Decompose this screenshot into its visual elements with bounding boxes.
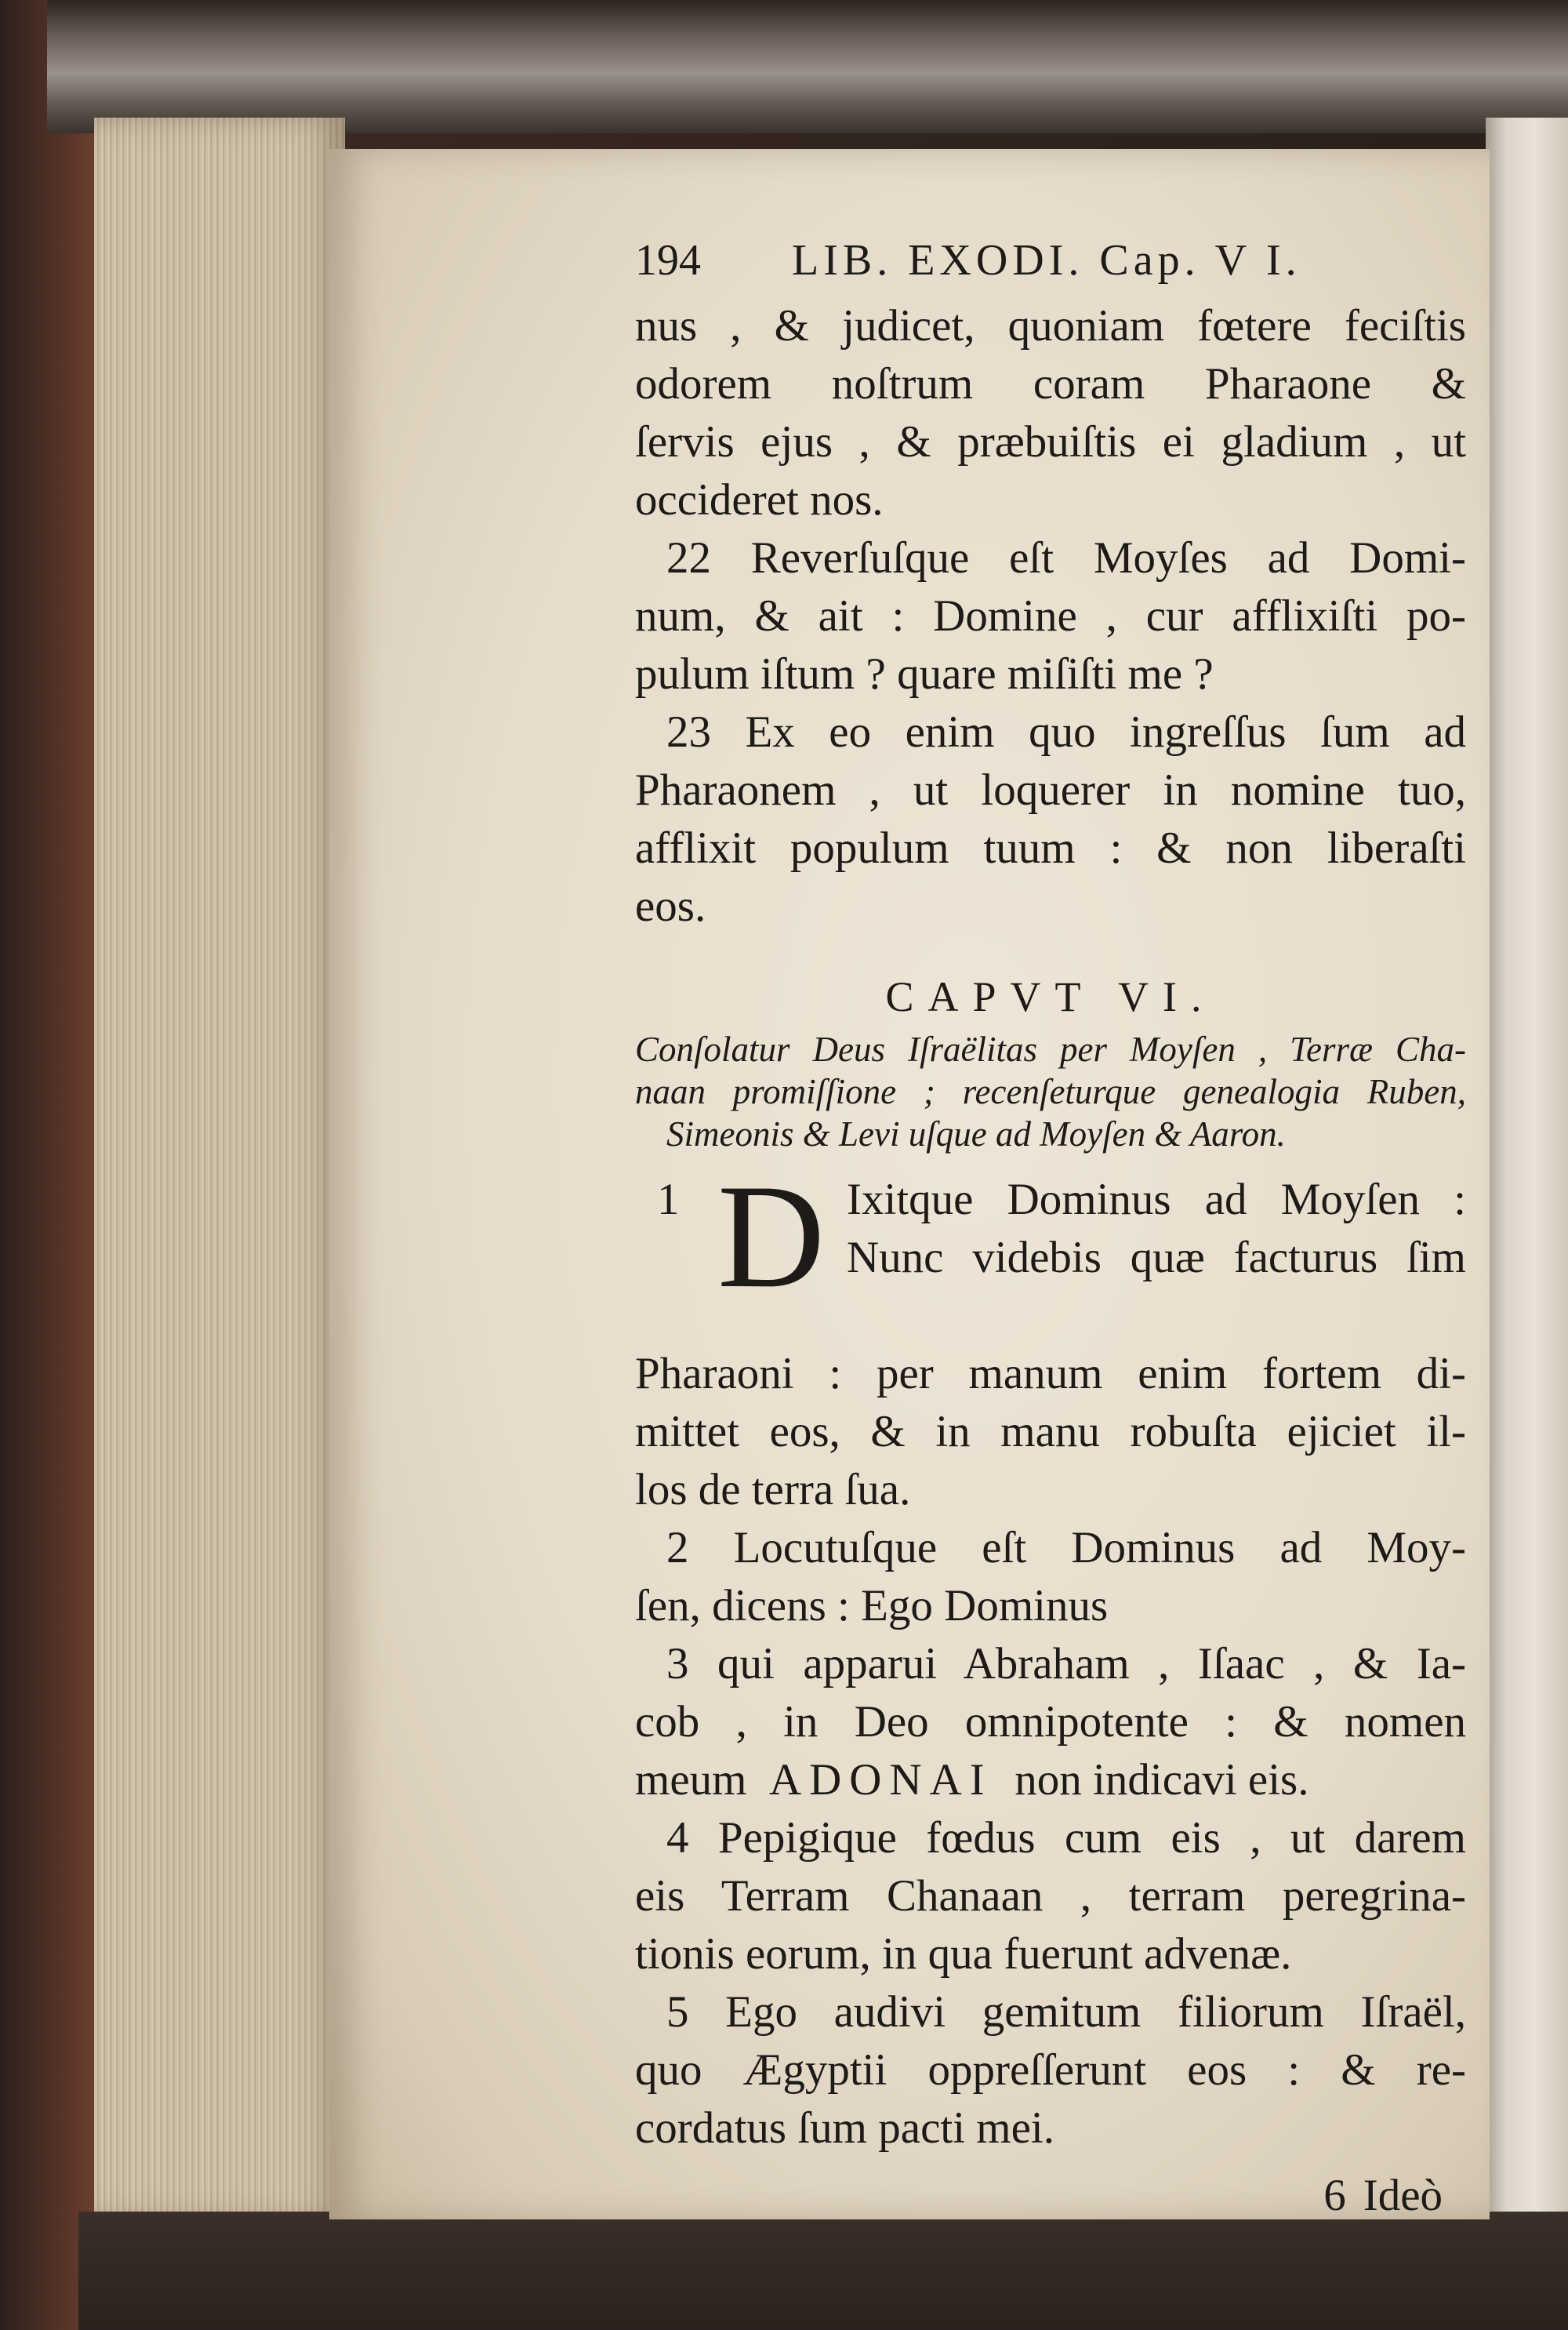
text-line: Pharaonem , ut loquerer in nomine tuo,: [635, 765, 1466, 815]
text-line: eis Terram Chanaan , terram peregrina-: [635, 1871, 1466, 1921]
summary-line: Simeonis & Levi uſque ad Moyſen & Aaron.: [666, 1114, 1286, 1154]
text-block: [635, 231, 1466, 2225]
text-fragment: non indicavi eis.: [1014, 1755, 1309, 1805]
verse-3: [635, 1635, 1466, 1809]
summary-line: Conſolatur Deus Iſraëlitas per Moyſen , Terræ Cha-: [635, 1030, 1466, 1069]
divine-name: ADONAI: [768, 1755, 993, 1805]
text-line: 5 Ego audivi gemitum filiorum Iſraël,: [666, 1987, 1466, 2037]
page-header: [635, 231, 1466, 297]
bottom-shadow: [78, 2212, 1568, 2330]
text-line: 22 Reverſuſque eſt Moyſes ad Domi-: [666, 533, 1466, 583]
text-line: Nunc videbis quæ facturus ſim: [847, 1233, 1466, 1282]
verse-1-continuation: [635, 1345, 1466, 1519]
page-stack: [94, 118, 345, 2219]
verse-1-opening: [635, 1154, 1466, 1345]
verse-2: [635, 1519, 1466, 1635]
catchword: [635, 2167, 1466, 2225]
page-number: 194: [635, 236, 701, 285]
text-line: Ixitque Dominus ad Moyſen :: [847, 1175, 1466, 1224]
text-line: afflixit populum tuum : & non liberaſti: [635, 823, 1466, 873]
verse-5: [635, 1983, 1466, 2157]
catchword-text: Ideò: [1363, 2171, 1443, 2220]
text-line: nus , & judicet, quoniam fœtere feciſtis: [635, 301, 1466, 351]
catchword-number: 6: [1323, 2171, 1346, 2220]
text-line: 4 Pepigique fœdus cum eis , ut darem: [666, 1813, 1466, 1863]
text-line: ſen, dicens : Ego Dominus: [635, 1581, 1109, 1630]
verse-4: [635, 1809, 1466, 1983]
text-fragment: meum: [635, 1755, 747, 1805]
text-line: eos.: [635, 881, 706, 931]
drop-capital: D: [717, 1154, 826, 1319]
verse-22: [635, 529, 1466, 703]
top-page-edges: [47, 0, 1568, 133]
text-line: 2 Locutuſque eſt Dominus ad Moy-: [666, 1523, 1466, 1572]
text-line: cordatus ſum pacti mei.: [635, 2103, 1055, 2153]
text-line: occideret nos.: [635, 475, 884, 525]
text-line: num, & ait : Domine , cur afflixiſti po-: [635, 591, 1466, 641]
text-line: los de terra ſua.: [635, 1465, 911, 1514]
verse-number: 1: [657, 1175, 680, 1224]
running-head: LIB. EXODI. Cap. V I.: [792, 236, 1301, 285]
text-line: Pharaoni : per manum enim fortem di-: [635, 1349, 1466, 1398]
text-line: quo Ægyptii oppreſſerunt eos : & re-: [635, 2045, 1466, 2095]
text-line: odorem noſtrum coram Pharaone &: [635, 359, 1466, 409]
chapter-title: CAPVT VI.: [885, 973, 1216, 1020]
text-line: 3 qui apparui Abraham , Iſaac , & Ia-: [666, 1639, 1466, 1688]
verse-23: [635, 703, 1466, 936]
paragraph-continuation: [635, 297, 1466, 529]
text-line: ſervis ejus , & præbuiſtis ei gladium , ut: [635, 417, 1466, 467]
text-line: cob , in Deo omnipotente : & nomen: [635, 1697, 1466, 1747]
chapter-summary: [635, 1028, 1466, 1155]
text-line: 23 Ex eo enim quo ingreſſus ſum ad: [666, 707, 1466, 757]
text-line: mittet eos, & in manu robuſta ejiciet il-: [635, 1407, 1466, 1456]
facing-page-edge: [1486, 118, 1568, 2227]
summary-line: naan promiſſione ; recenſeturque genealogia Ruben,: [635, 1072, 1466, 1111]
text-line: tionis eorum, in qua fuerunt advenæ.: [635, 1929, 1292, 1979]
text-line: [635, 1751, 1466, 1809]
text-line: pulum iſtum ? quare miſiſti me ?: [635, 649, 1214, 699]
